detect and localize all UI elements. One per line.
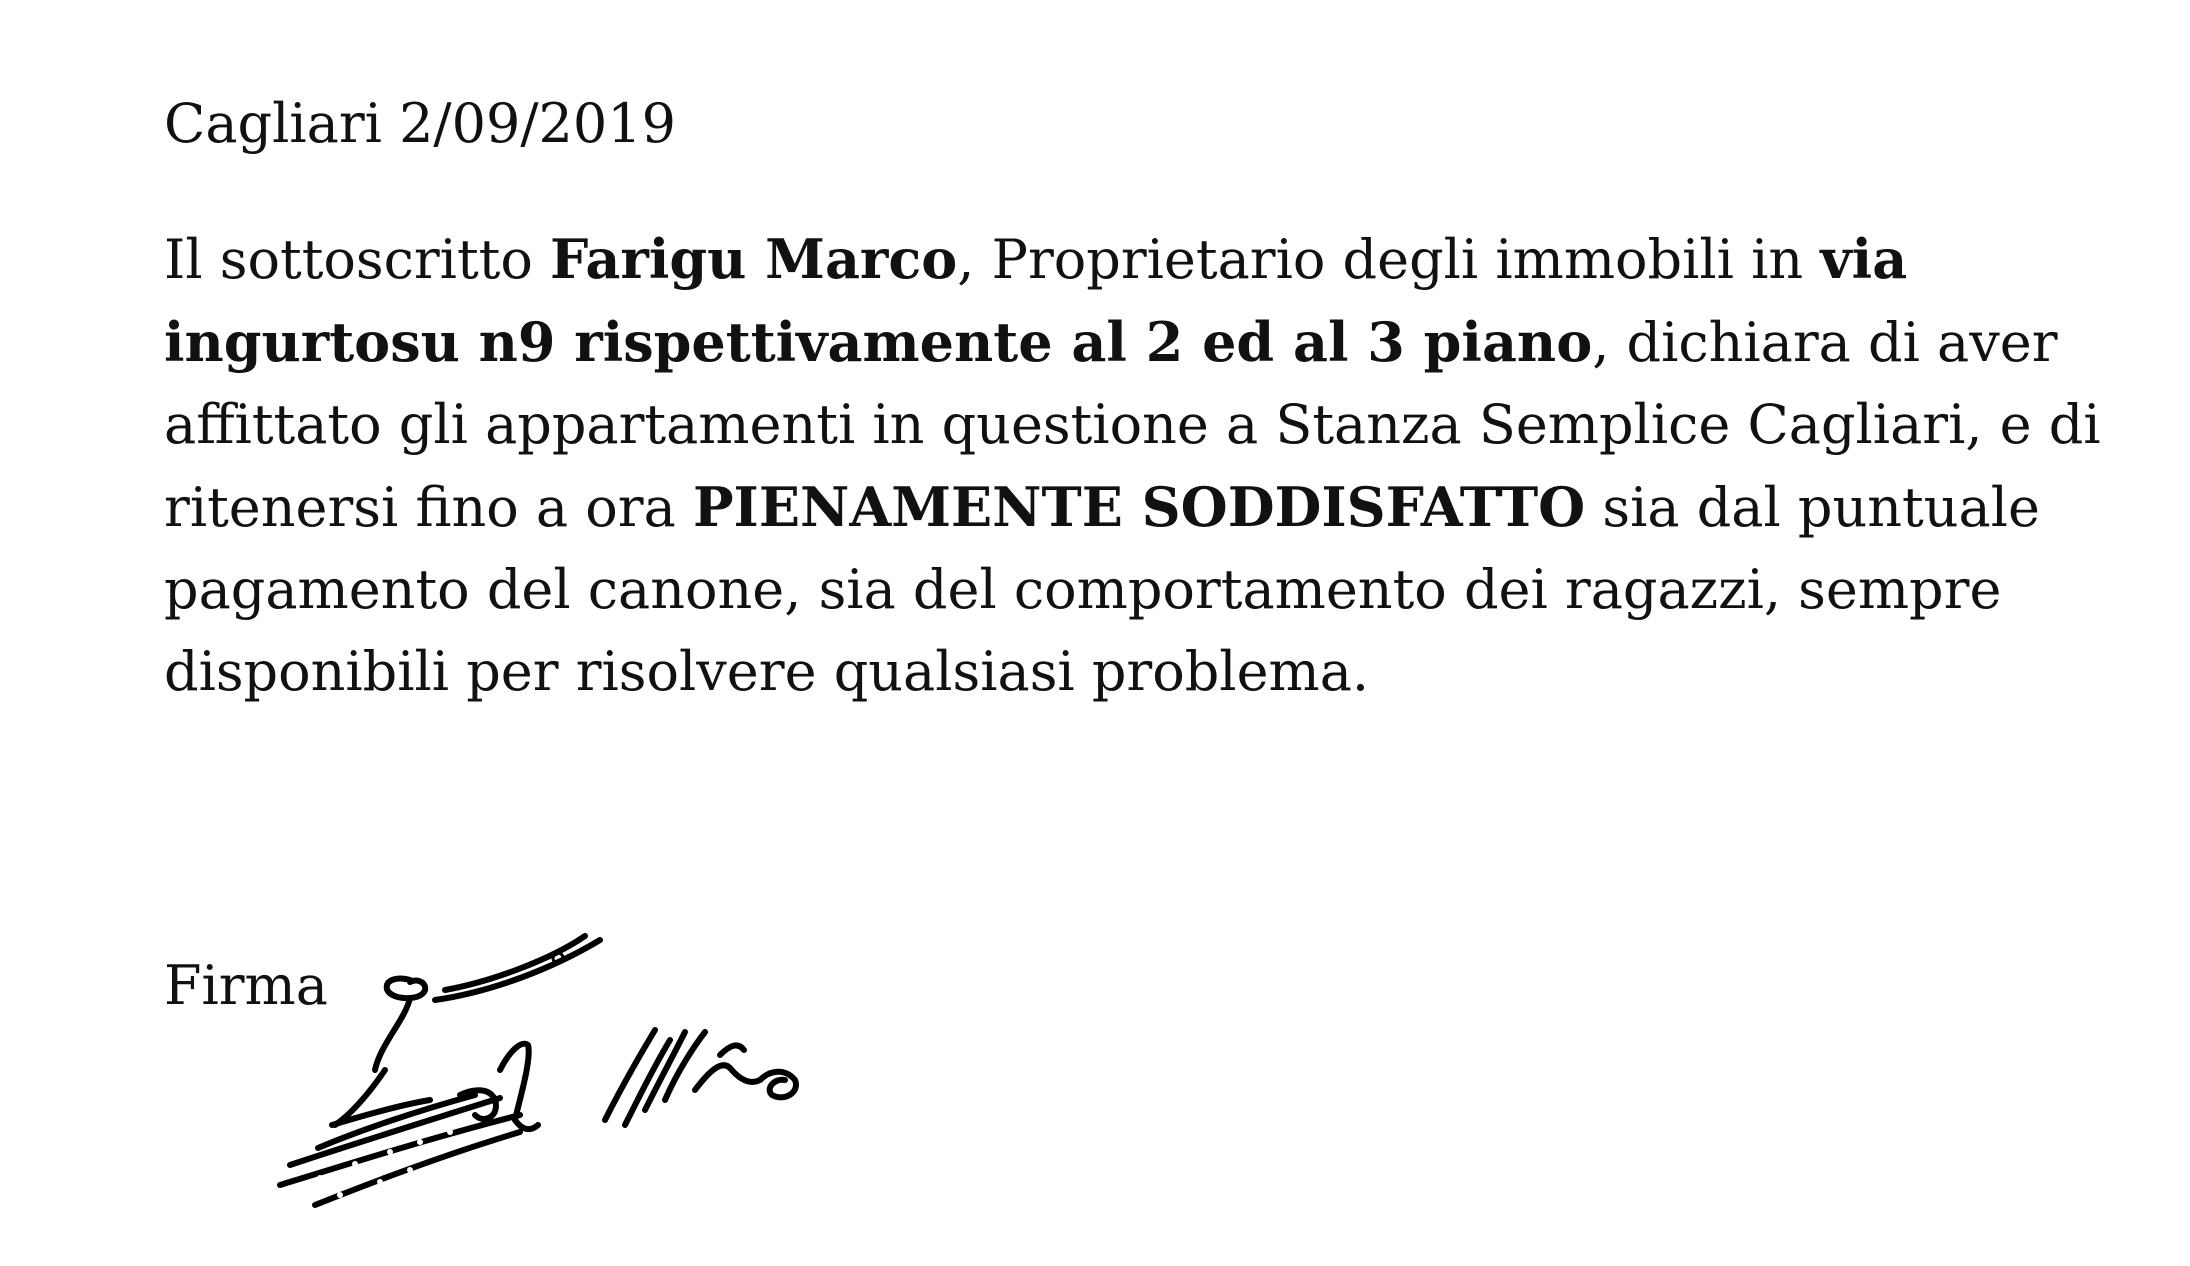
body-text-segment: ritenersi fino a ora xyxy=(164,476,693,539)
declaration-body xyxy=(164,218,2101,713)
body-text-segment: Il sottoscritto xyxy=(164,228,551,291)
address-start: via xyxy=(1820,227,1908,291)
handwritten-signature xyxy=(260,920,860,1220)
body-line-2 xyxy=(164,301,2058,384)
body-text-segment: , dichiara di aver xyxy=(1592,311,2058,374)
body-line-5: pagamento del canone, sia del comportamento dei ragazzi, sempre xyxy=(164,558,2002,621)
owner-name: Farigu Marco xyxy=(550,227,958,291)
signature-label: Firma xyxy=(164,954,328,1017)
body-text-segment: sia dal puntuale xyxy=(1585,476,2040,539)
body-text-segment: , Proprietario degli immobili in xyxy=(957,228,1821,291)
body-line-1 xyxy=(164,218,2044,301)
address-detail: ingurtosu n9 rispettivamente al 2 ed al 3 piano xyxy=(164,310,1593,374)
body-line-3: affittato gli appartamenti in questione a Stanza Semplice Cagliari, e di xyxy=(164,393,2101,456)
satisfaction-emphasis: PIENAMENTE SODDISFATTO xyxy=(692,475,1586,539)
body-line-6: disponibili per risolvere qualsiasi problema. xyxy=(164,640,1370,703)
date-line: Cagliari 2/09/2019 xyxy=(164,92,676,155)
body-line-4 xyxy=(164,466,2044,549)
